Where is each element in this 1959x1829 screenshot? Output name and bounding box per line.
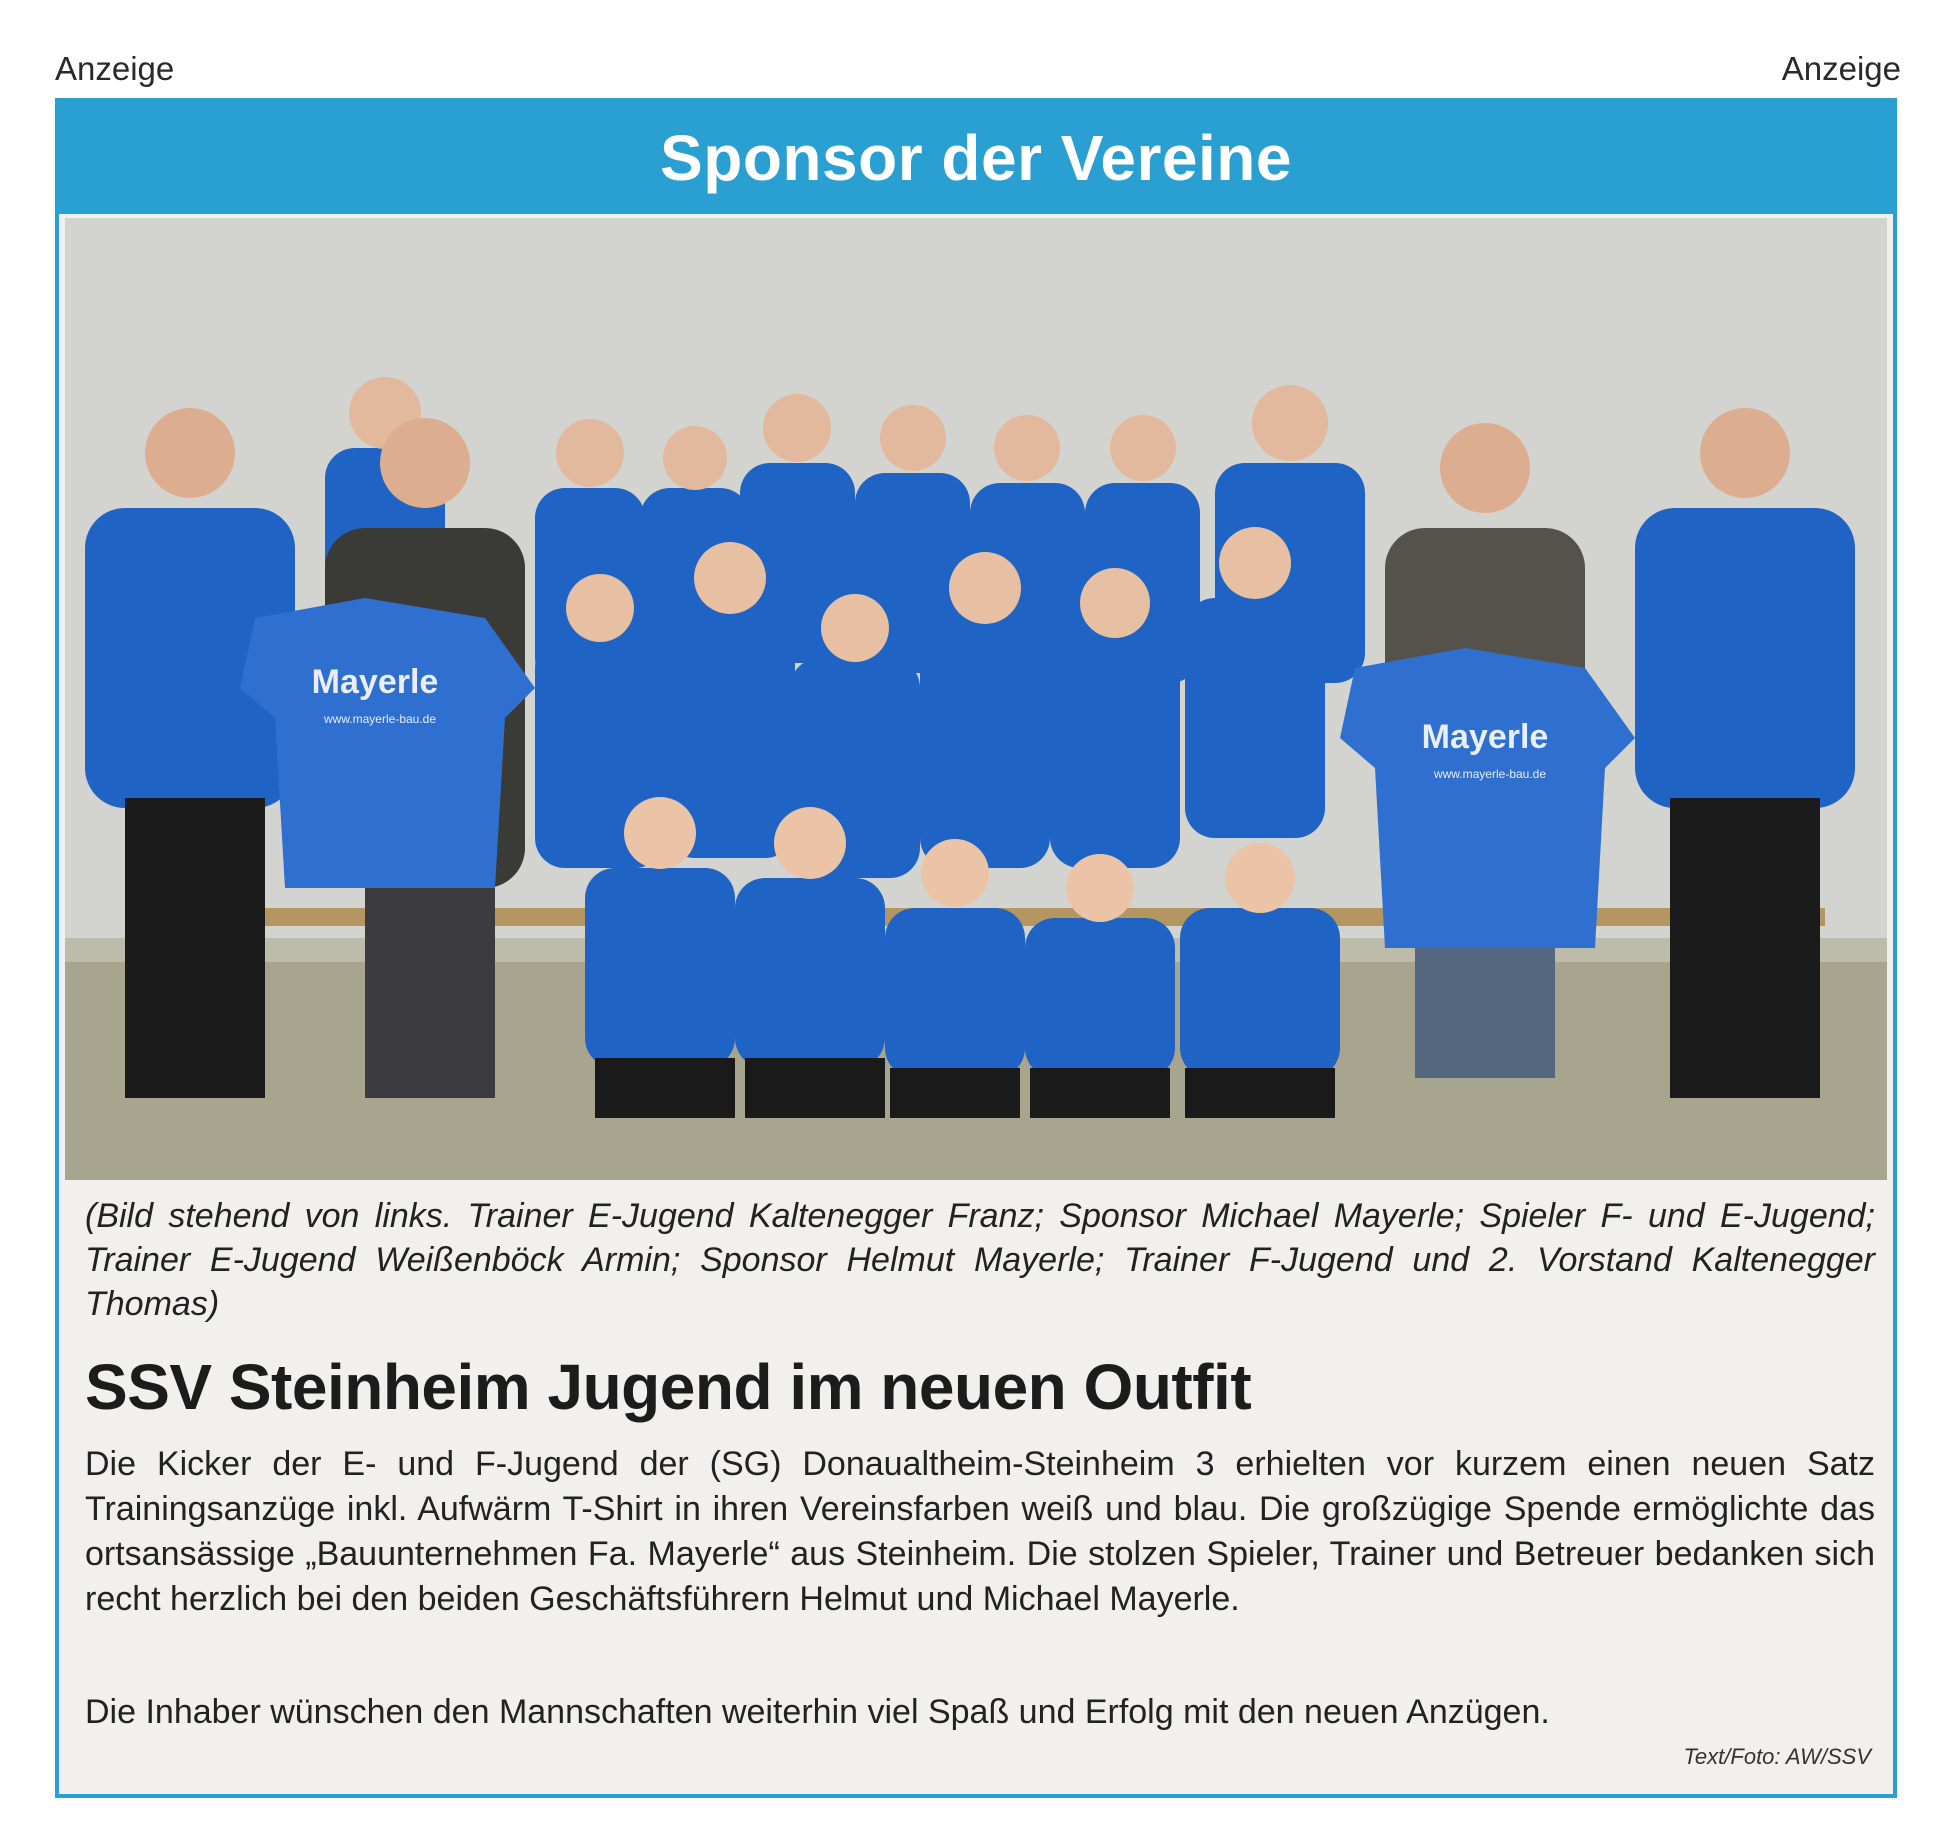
anzeige-label-right: Anzeige: [1781, 50, 1901, 87]
shirt-left: [240, 598, 535, 888]
shirt-right-print: Mayerle: [1421, 718, 1549, 756]
advertisement-frame: [55, 98, 1897, 1798]
shirt-right: [1340, 648, 1635, 948]
team-photo-illustration: [65, 218, 1887, 1180]
title-banner: [59, 102, 1893, 214]
shirt-left-print: Mayerle: [311, 663, 439, 701]
anzeige-label-left: Anzeige: [55, 50, 175, 87]
team-photo: [65, 218, 1887, 1180]
shirt-left-url: www.mayerle-bau.de: [323, 712, 437, 726]
banner-title: Sponsor der Vereine: [660, 122, 1292, 194]
shirt-right-url: www.mayerle-bau.de: [1433, 767, 1547, 781]
photo-caption: (Bild stehend von links. Trainer E-Jugend Kaltenegger Franz; Sponsor Michael Mayerle; Spieler F- und E-Jugend; Trainer E-Jugend Weißenböck Armin; Sponsor Helmut Mayerle; Trainer F-Jugend und 2. Vorstand Kaltenegger Thomas): [85, 1197, 1875, 1323]
article-paragraph-1: Die Kicker der E- und F-Jugend der (SG) Donaualtheim-Steinheim 3 erhielten vor kurzem einen neuen Satz Trainingsanzüge inkl. Aufwärm T-Shirt in ihren Vereinsfarben weiß und blau. Die großzügige Spende ermöglichte das ortsansässige „Bauunternehmen Fa. Mayerle“ aus Steinheim. Die stolzen Spieler, Trainer und Betreuer bedanken sich recht herzlich bei den beiden Geschäftsführern Helmut und Michael Mayerle.: [85, 1445, 1875, 1618]
article-headline: SSV Steinheim Jugend im neuen Outfit: [85, 1351, 1252, 1423]
article-paragraph-2: Die Inhaber wünschen den Mannschaften weiterhin viel Spaß und Erfolg mit den neuen Anzügen.: [85, 1693, 1550, 1731]
photo-credit: Text/Foto: AW/SSV: [1683, 1744, 1871, 1769]
